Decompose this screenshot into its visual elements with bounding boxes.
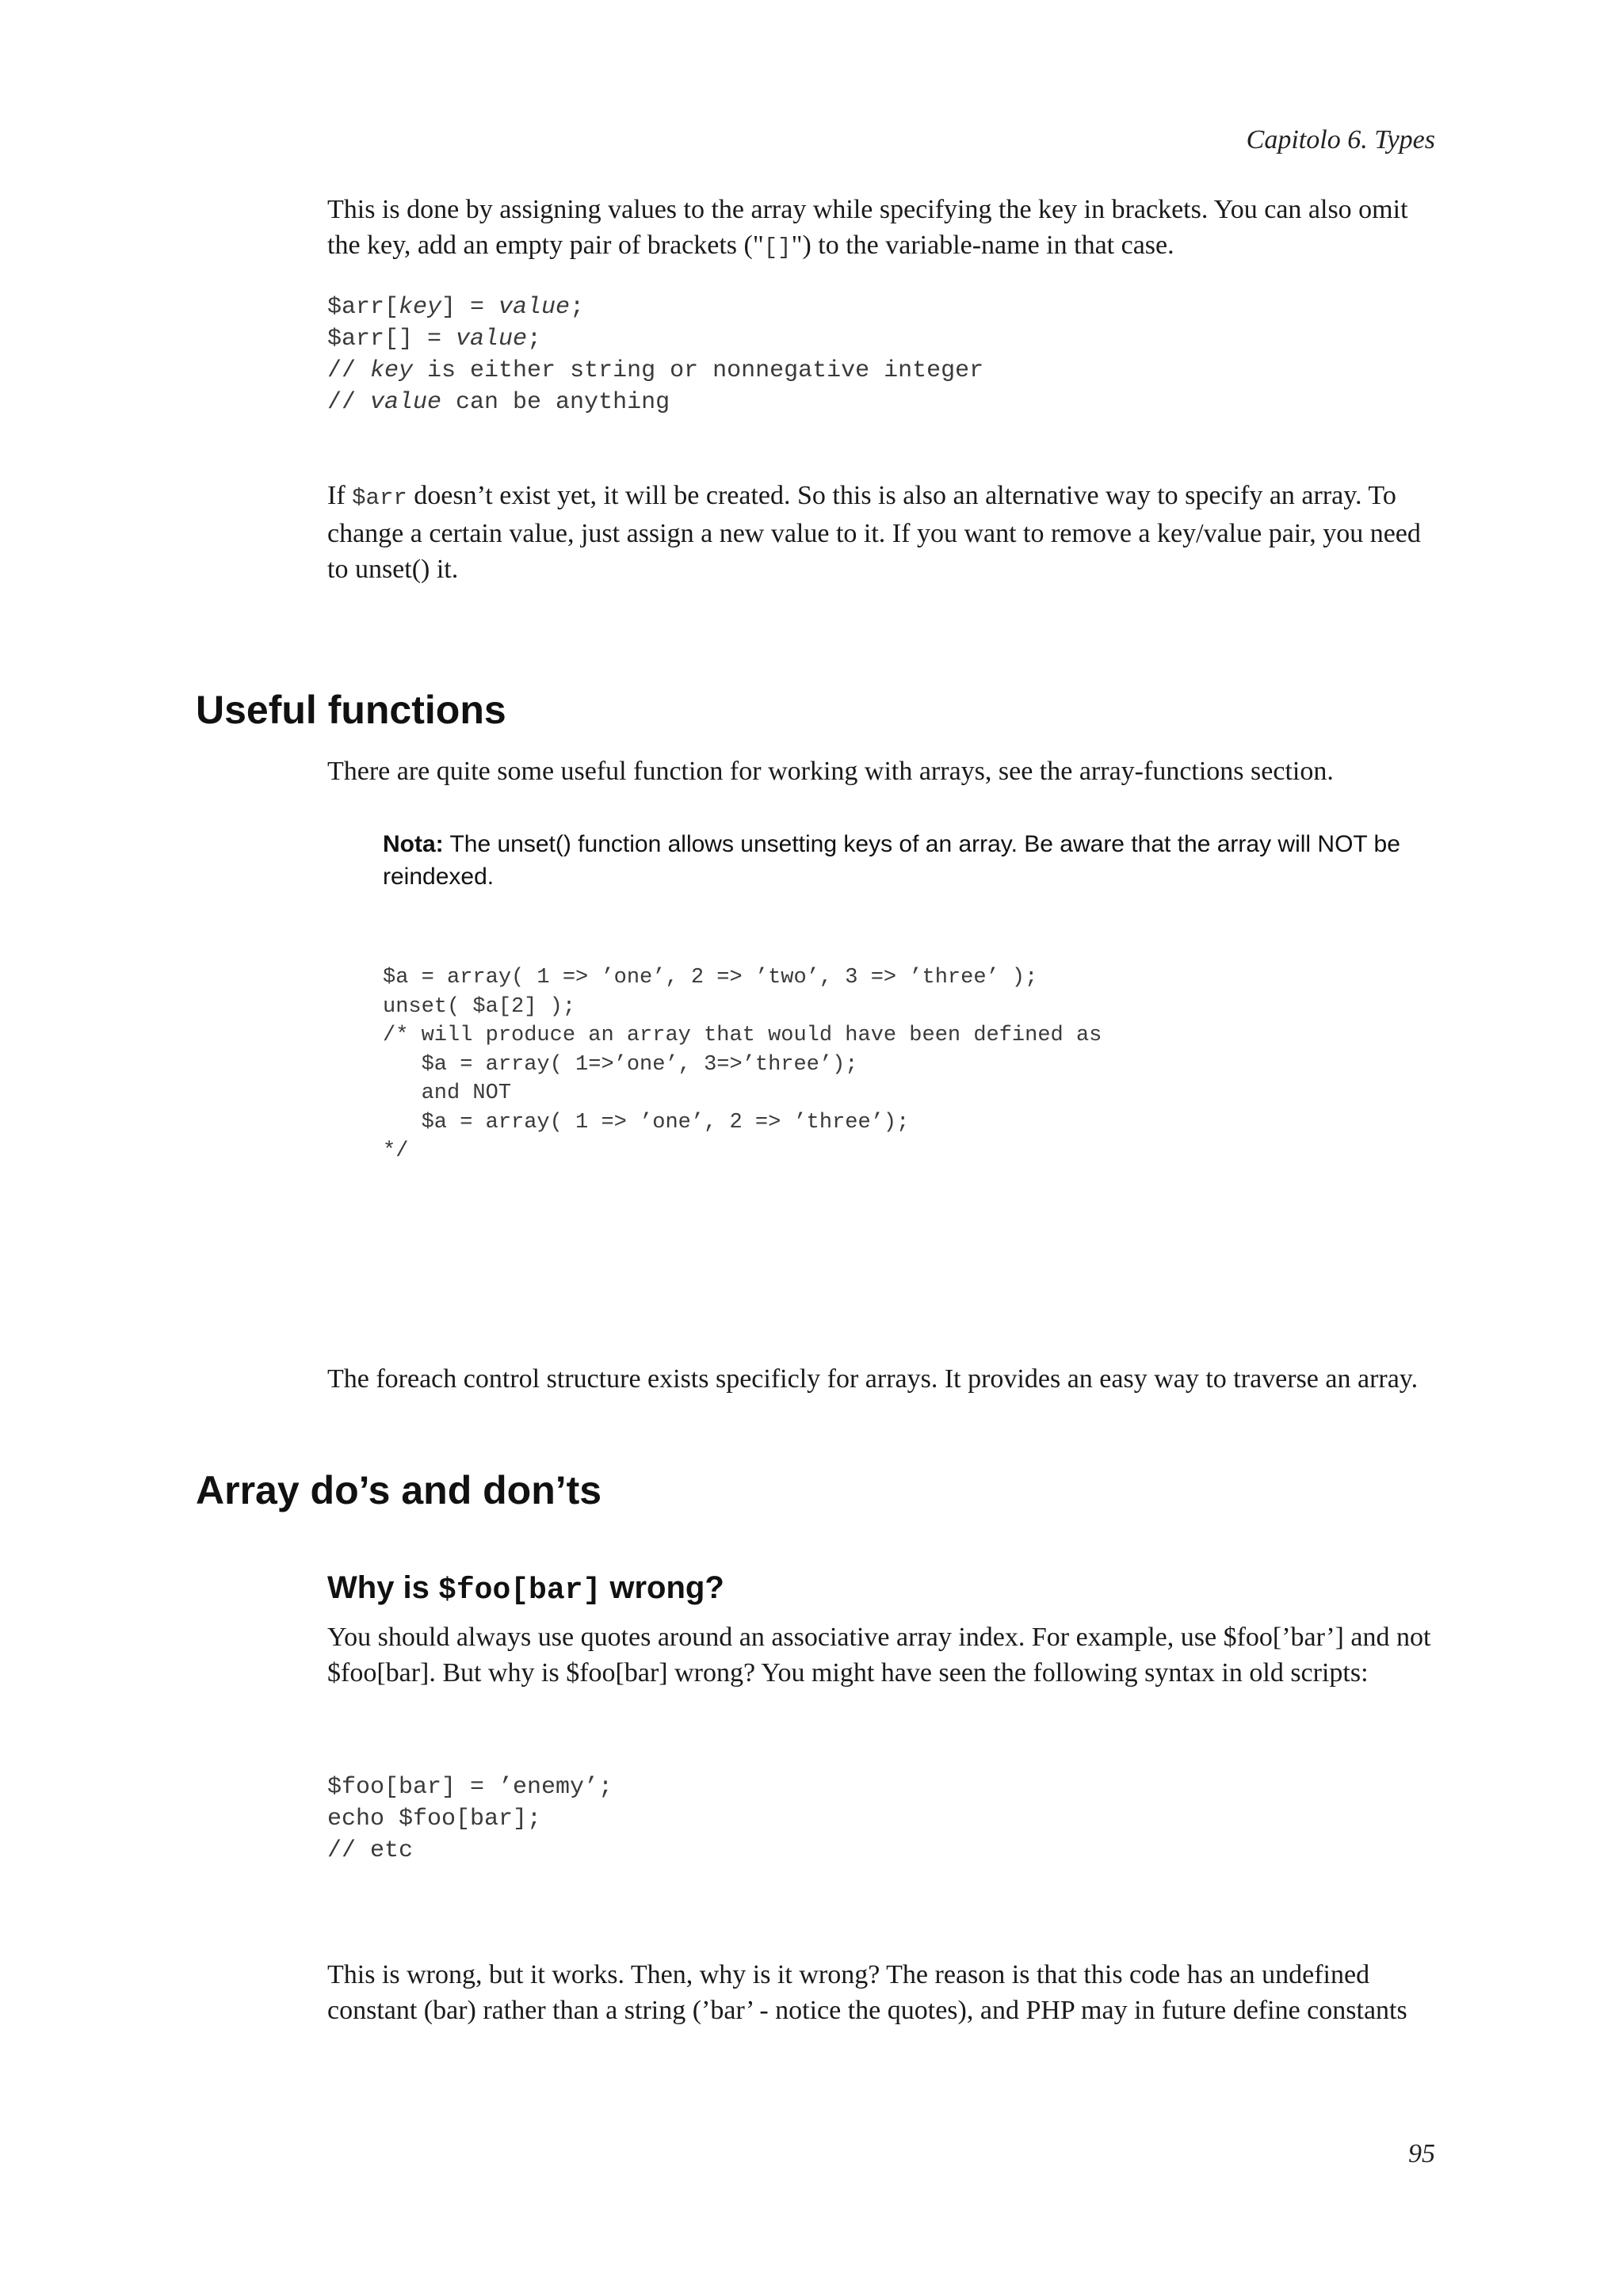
subheading-code: $foo[bar] <box>438 1573 601 1608</box>
code-block-unset: $a = array( 1 => ’one’, 2 => ’two’, 3 => ’three’ ); unset( $a[2] ); /* will produce an array that would have been defined as $a = array( 1=>’one’, 3=>’three’); and NOT $a = array( 1 => ’one’, 2 => ’three’); */ <box>383 966 1102 1163</box>
note-box <box>383 828 1437 893</box>
quotes-paragraph: You should always use quotes around an associative array index. For example, use $foo[’bar’] and not $foo[bar]. But why is $foo[bar] wrong? You might have seen the following syntax in old scripts: <box>327 1623 1431 1688</box>
inline-code-brackets: [] <box>763 235 792 261</box>
code-block-assign: $arr[key] = value; $arr[] = value; // key is either string or nonnegative integer // value can be anything <box>327 294 984 416</box>
intro-paragraph <box>327 192 1437 265</box>
intro-text-part1: This is done by assigning values to the array while specifying the key in brackets. You can also omit the key, add an empty pair of brackets (" <box>327 195 1408 260</box>
intro-text-part2: ") to the variable-name in that case. <box>791 231 1174 260</box>
section-heading-useful-functions: Useful functions <box>196 688 506 732</box>
note-label: Nota: <box>383 831 444 857</box>
section-heading-dos-donts: Array do’s and don’ts <box>196 1468 602 1512</box>
code-block-foo: $foo[bar] = ’enemy’; echo $foo[bar]; // etc <box>327 1774 613 1864</box>
note-text: The unset() function allows unsetting keys of an array. Be aware that the array will NOT be reindexed. <box>383 831 1400 890</box>
inline-code-arr: $arr <box>352 485 407 511</box>
useful-functions-paragraph: There are quite some useful function for working with arrays, see the array-functions section. <box>327 757 1334 786</box>
running-header: Capitolo 6. Types <box>1246 125 1435 154</box>
create-array-paragraph: If $arr doesn’t exist yet, it will be created. So this is also an alternative way to specify an array. To change a certain value, just assign a new value to it. If you want to remove a key/value pair, you need to unset() it. <box>327 481 1421 584</box>
wrong-paragraph: This is wrong, but it works. Then, why is it wrong? The reason is that this code has an undefined constant (bar) rather than a string (’bar’ - notice the quotes), and PHP may in future define constants <box>327 1960 1407 2025</box>
subheading-foo-bar: Why is $foo[bar] wrong? <box>327 1570 724 1608</box>
page-number: 95 <box>1408 2139 1435 2168</box>
foreach-paragraph: The foreach control structure exists specificly for arrays. It provides an easy way to traverse an array. <box>327 1364 1419 1394</box>
